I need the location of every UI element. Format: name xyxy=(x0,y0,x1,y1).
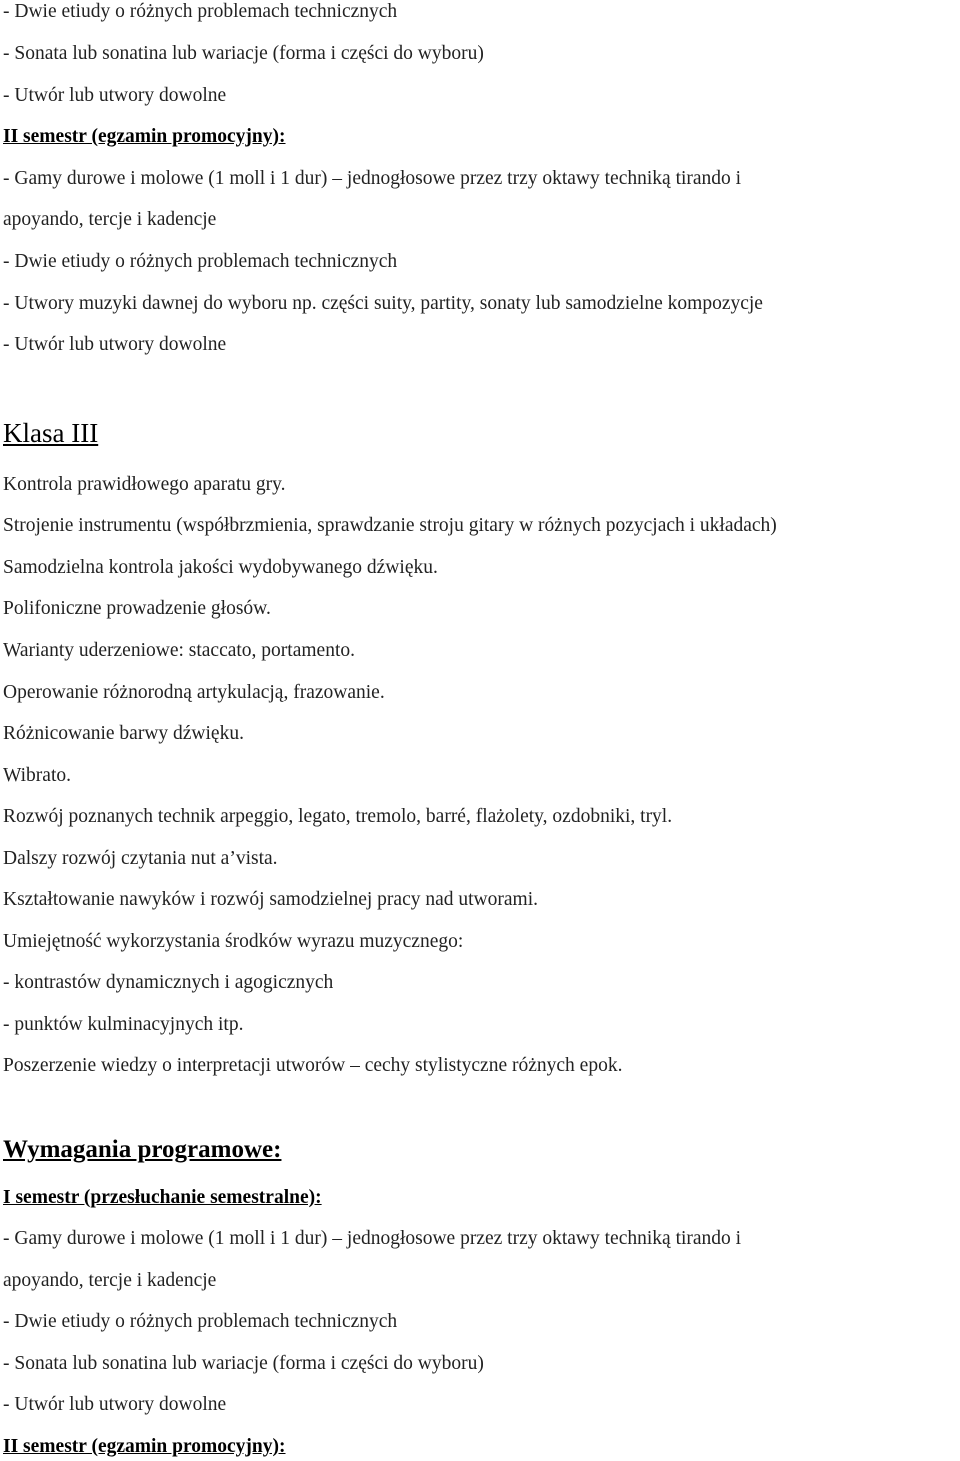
text-line: - Dwie etiudy o różnych problemach technicznych xyxy=(3,251,398,272)
requirements-heading: Wymagania programowe: xyxy=(3,1136,282,1163)
text-line: - Sonata lub sonatina lub wariacje (forma i części do wyboru) xyxy=(3,43,484,64)
text-line: - Gamy durowe i molowe (1 moll i 1 dur) – jednogłosowe przez trzy oktawy techniką tirando i xyxy=(3,168,742,189)
text-line: apoyando, tercje i kadencje xyxy=(3,1270,217,1291)
list-item: Kontrola prawidłowego aparatu gry. xyxy=(3,474,286,495)
text-line: - Utwór lub utwory dowolne xyxy=(3,334,227,355)
list-item: Różnicowanie barwy dźwięku. xyxy=(3,723,244,744)
list-item: Strojenie instrumentu (współbrzmienia, sprawdzanie stroju gitary w różnych pozycjach i układach) xyxy=(3,515,777,536)
list-item: Operowanie różnorodną artykulacją, frazowanie. xyxy=(3,682,385,703)
list-item: Wibrato. xyxy=(3,765,71,786)
text-line: - Utwór lub utwory dowolne xyxy=(3,85,227,106)
list-item: - punktów kulminacyjnych itp. xyxy=(3,1014,244,1035)
list-item: - kontrastów dynamicznych i agogicznych xyxy=(3,972,334,993)
text-line: - Sonata lub sonatina lub wariacje (forma i części do wyboru) xyxy=(3,1353,484,1374)
text-line: - Utwory muzyki dawnej do wyboru np. części suity, partity, sonaty lub samodzielne kompozycje xyxy=(3,293,763,314)
text-line: apoyando, tercje i kadencje xyxy=(3,209,217,230)
list-item: Umiejętność wykorzystania środków wyrazu muzycznego: xyxy=(3,931,464,952)
semester-heading: I semestr (przesłuchanie semestralne): xyxy=(3,1187,322,1208)
list-item: Poszerzenie wiedzy o interpretacji utworów – cechy stylistyczne różnych epok. xyxy=(3,1055,623,1076)
list-item: Polifoniczne prowadzenie głosów. xyxy=(3,598,271,619)
text-line: - Dwie etiudy o różnych problemach technicznych xyxy=(3,1,398,22)
list-item: Samodzielna kontrola jakości wydobywanego dźwięku. xyxy=(3,557,438,578)
list-item: Warianty uderzeniowe: staccato, portamento. xyxy=(3,640,355,661)
list-item: Dalszy rozwój czytania nut a’vista. xyxy=(3,848,278,869)
semester-heading: II semestr (egzamin promocyjny): xyxy=(3,126,286,147)
text-line: - Utwór lub utwory dowolne xyxy=(3,1394,227,1415)
text-line: - Gamy durowe i molowe (1 moll i 1 dur) – jednogłosowe przez trzy oktawy techniką tirando i xyxy=(3,1228,742,1249)
semester-heading: II semestr (egzamin promocyjny): xyxy=(3,1436,286,1457)
list-item: Kształtowanie nawyków i rozwój samodzielnej pracy nad utworami. xyxy=(3,889,539,910)
text-line: - Dwie etiudy o różnych problemach technicznych xyxy=(3,1311,398,1332)
list-item: Rozwój poznanych technik arpeggio, legato, tremolo, barré, flażolety, ozdobniki, tryl. xyxy=(3,806,673,827)
class-heading: Klasa III xyxy=(3,418,99,448)
